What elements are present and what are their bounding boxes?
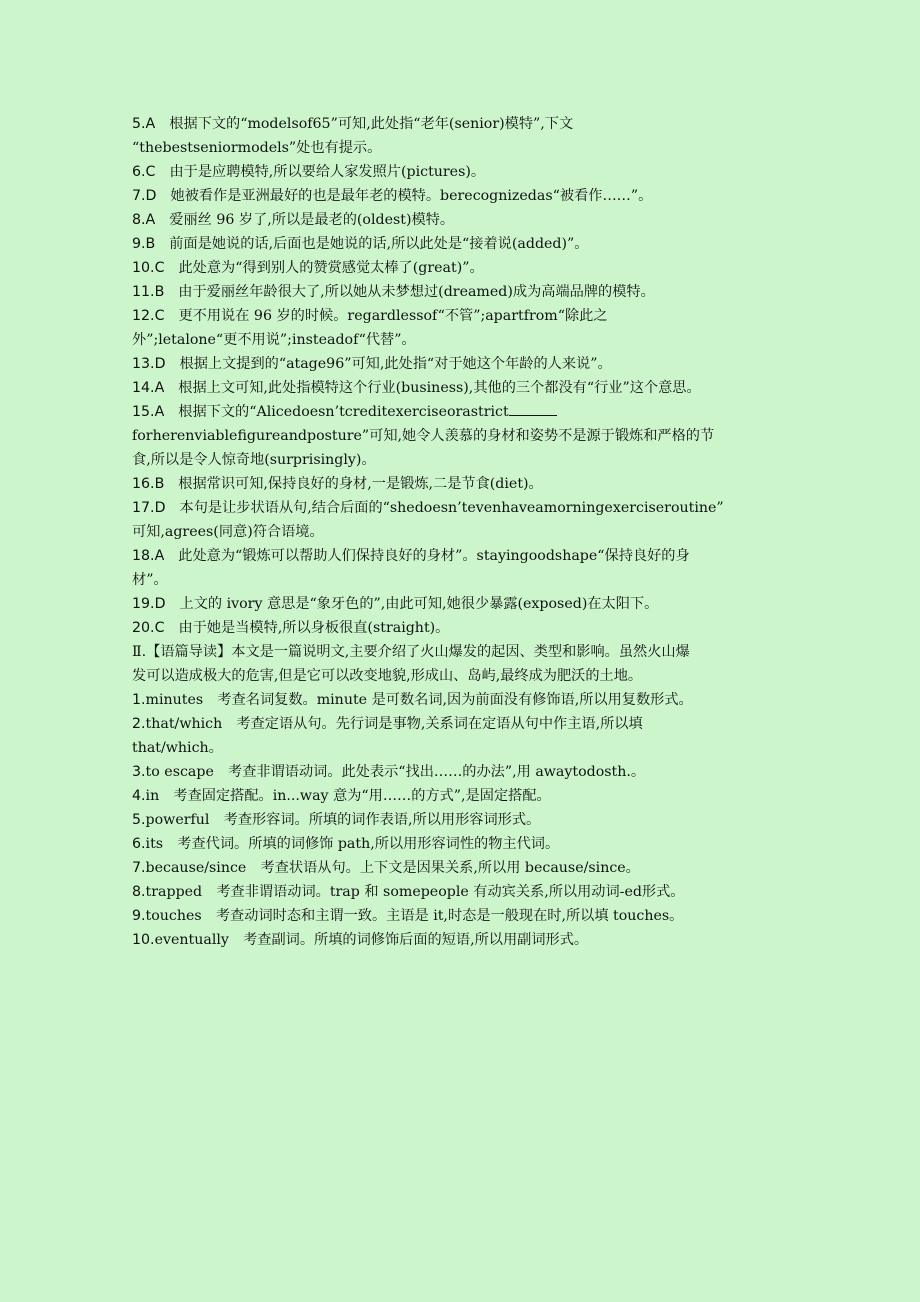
item-number: 16.B: [132, 476, 165, 492]
item-number: 20.C: [132, 620, 165, 636]
item-number: 8.: [132, 884, 146, 900]
answer-line: [132, 160, 802, 184]
answer-text: 根据下文的“Alicedoesn’tcreditexerciseorastrict: [178, 404, 509, 420]
item-number: 10.C: [132, 260, 165, 276]
answer-text: 根据常识可知,保持良好的身材,一是锻炼,二是节食(diet)。: [178, 476, 543, 492]
answer-text: eventually 考查副词。所填的词修饰后面的短语,所以用副词形式。: [154, 932, 589, 948]
answer-text: that/which。: [132, 740, 223, 756]
answer-text: because/since 考查状语从句。上下文是因果关系,所以用 because/since。: [145, 860, 640, 876]
answer-text: powerful 考查形容词。所填的词作表语,所以用形容词形式。: [145, 812, 541, 828]
answer-line: [132, 520, 802, 544]
answer-text: 本句是让步状语从句,结合后面的“shedoesn’tevenhaveamorningexerciseroutine”: [179, 500, 724, 516]
answer-line: [132, 184, 802, 208]
answer-line: [132, 928, 802, 952]
answer-line: [132, 280, 802, 304]
answer-text: 此处意为“得到别人的赞赏感觉太棒了(great)”。: [178, 260, 484, 276]
answer-line: [132, 328, 802, 352]
answer-line: [132, 856, 802, 880]
answer-line: [132, 424, 802, 448]
answer-line: [132, 784, 802, 808]
fill-blank-underline: [509, 401, 557, 416]
answer-line: [132, 136, 802, 160]
item-number: 3.: [132, 764, 146, 780]
answer-text: touches 考查动词时态和主谓一致。主语是 it,时态是一般现在时,所以填 touches。: [145, 908, 684, 924]
answer-text: to escape 考查非谓语动词。此处表示“找出……的办法”,用 awaytodosth.。: [145, 764, 646, 780]
answer-text: its 考查代词。所填的词修饰 path,所以用形容词性的物主代词。: [145, 836, 560, 852]
item-number: 19.D: [132, 596, 166, 612]
answer-line: [132, 616, 802, 640]
item-number: 2.: [132, 716, 146, 732]
section-intro-line: [132, 664, 802, 688]
answer-line: [132, 400, 802, 424]
answer-text: 她被看作是亚洲最好的也是最年老的模特。berecognizedas“被看作……”。: [170, 188, 653, 204]
answer-text: 由于是应聘模特,所以要给人家发照片(pictures)。: [169, 164, 486, 180]
answer-text: 根据上文可知,此处指模特这个行业(business),其他的三个都没有“行业”这个意思。: [178, 380, 701, 396]
item-number: 12.C: [132, 308, 165, 324]
answer-text: 前面是她说的话,后面也是她说的话,所以此处是“接着说(added)”。: [169, 236, 589, 252]
answer-line: [132, 760, 802, 784]
answer-text: that/which 考查定语从句。先行词是事物,关系词在定语从句中作主语,所以填: [145, 716, 643, 732]
answer-line: [132, 376, 802, 400]
answer-text: minutes 考查名词复数。minute 是可数名词,因为前面没有修饰语,所以用复数形式。: [145, 692, 693, 708]
answer-text: 可知,agrees(同意)符合语境。: [132, 524, 324, 540]
answer-text: trapped 考查非谓语动词。trap 和 somepeople 有动宾关系,所以用动词-ed形式。: [145, 884, 685, 900]
item-number: 1.: [132, 692, 146, 708]
answer-line: [132, 256, 802, 280]
answer-line: [132, 232, 802, 256]
item-number: 11.B: [132, 284, 165, 300]
item-number: 14.A: [132, 380, 165, 396]
answer-text: Ⅱ.【语篇导读】本文是一篇说明文,主要介绍了火山爆发的起因、类型和影响。虽然火山爆: [132, 644, 690, 660]
answer-text: 由于她是当模特,所以身板很直(straight)。: [178, 620, 450, 636]
answer-text: 根据上文提到的“atage96”可知,此处指“对于她这个年龄的人来说”。: [179, 356, 612, 372]
answer-line: [132, 568, 802, 592]
answer-text: 更不用说在 96 岁的时候。regardlessof“不管”;apartfrom“除此之: [178, 308, 608, 324]
item-number: 15.A: [132, 404, 165, 420]
answer-text: 发可以造成极大的危害,但是它可以改变地貌,形成山、岛屿,最终成为肥沃的土地。: [132, 668, 643, 684]
answer-text: 上文的 ivory 意思是“象牙色的”,由此可知,她很少暴露(exposed)在太阳下。: [179, 596, 659, 612]
item-number: 7.: [132, 860, 146, 876]
answer-text: 外”;letalone“更不用说”;insteadof“代替”。: [132, 332, 416, 348]
item-number: 8.A: [132, 212, 156, 228]
answer-line: [132, 736, 802, 760]
item-number: 6.C: [132, 164, 156, 180]
item-number: 9.B: [132, 236, 156, 252]
item-number: 7.D: [132, 188, 157, 204]
item-number: 10.: [132, 932, 155, 948]
answer-line: [132, 496, 802, 520]
item-number: 9.: [132, 908, 146, 924]
answer-line: [132, 544, 802, 568]
answer-document: [132, 112, 802, 952]
answer-line: [132, 208, 802, 232]
answer-line: [132, 304, 802, 328]
item-number: 17.D: [132, 500, 166, 516]
answer-text: 根据下文的“modelsof65”可知,此处指“老年(senior)模特”,下文: [169, 116, 574, 132]
answer-line: [132, 472, 802, 496]
answer-line: [132, 592, 802, 616]
answer-line: [132, 832, 802, 856]
item-number: 5.: [132, 812, 146, 828]
item-number: 18.A: [132, 548, 165, 564]
answer-line: [132, 712, 802, 736]
answer-text: 材”。: [132, 572, 168, 588]
item-number: 13.D: [132, 356, 166, 372]
answer-text: 爱丽丝 96 岁了,所以是最老的(oldest)模特。: [169, 212, 455, 228]
answer-line: [132, 808, 802, 832]
answer-text: 此处意为“锻炼可以帮助人们保持良好的身材”。stayingoodshape“保持良好的身: [178, 548, 690, 564]
answer-line: [132, 112, 802, 136]
answer-line: [132, 904, 802, 928]
answer-text: forherenviablefigureandposture”可知,她令人羡慕的身材和姿势不是源于锻炼和严格的节: [132, 428, 715, 444]
answer-line: [132, 448, 802, 472]
item-number: 6.: [132, 836, 146, 852]
answer-text: in 考查固定搭配。in...way 意为“用……的方式”,是固定搭配。: [145, 788, 551, 804]
answer-text: “thebestseniormodels”处也有提示。: [132, 140, 382, 156]
answer-text: 由于爱丽丝年龄很大了,所以她从未梦想过(dreamed)成为高端品牌的模特。: [178, 284, 655, 300]
answer-line: [132, 688, 802, 712]
section-intro-line: [132, 640, 802, 664]
item-number: 4.: [132, 788, 146, 804]
answer-line: [132, 880, 802, 904]
item-number: 5.A: [132, 116, 156, 132]
answer-text: 食,所以是令人惊奇地(surprisingly)。: [132, 452, 376, 468]
answer-line: [132, 352, 802, 376]
